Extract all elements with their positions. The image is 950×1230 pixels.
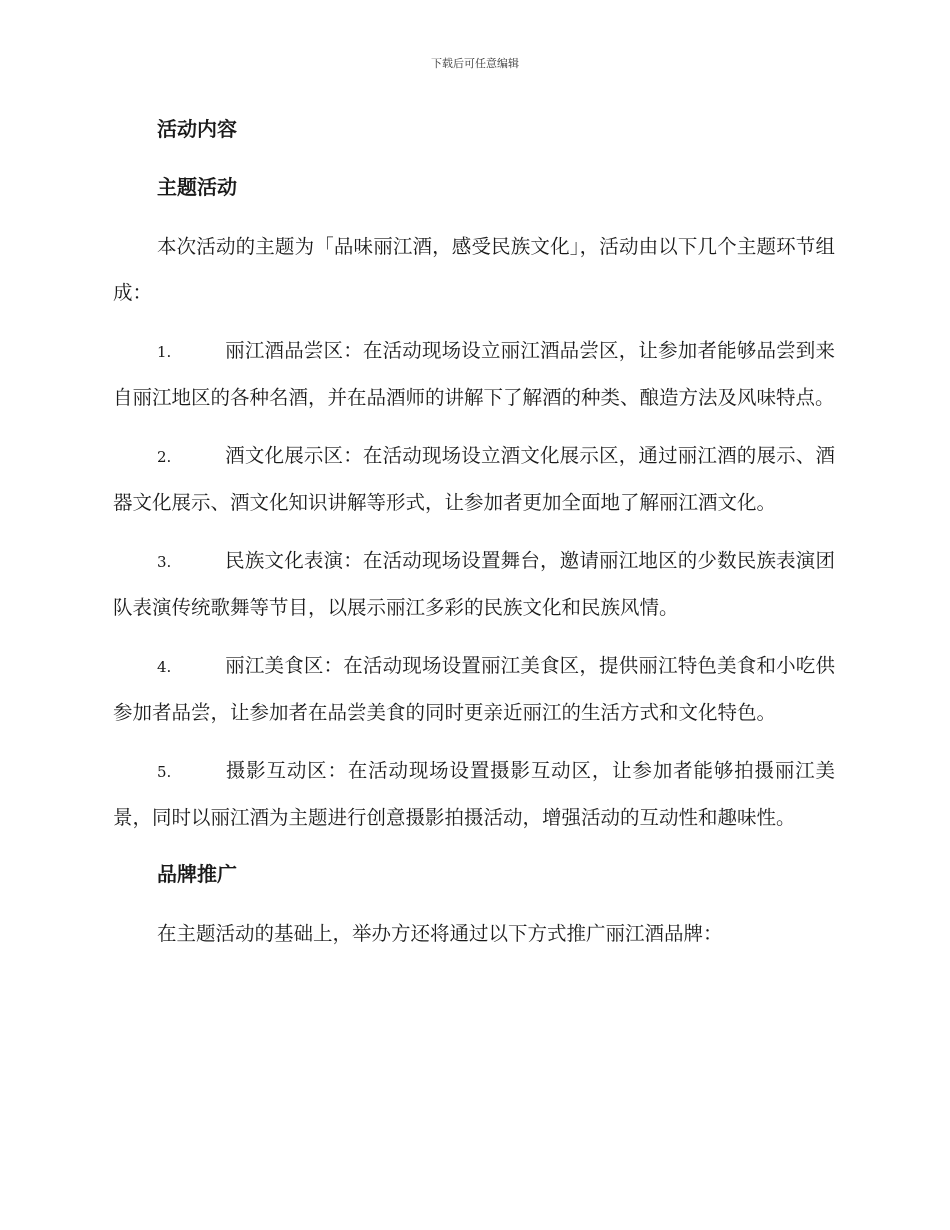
- list-item: [113, 433, 835, 526]
- section-heading-brand-promotion: 品牌推广: [157, 862, 237, 886]
- list-item: [113, 748, 835, 841]
- document-body: [113, 108, 835, 969]
- section-heading-activity-content: 活动内容: [157, 117, 237, 141]
- list-item: [113, 643, 835, 736]
- list-item-number: 2.: [157, 448, 172, 466]
- list-item-text: 丽江酒品尝区：在活动现场设立丽江酒品尝区，让参加者能够品尝到来自丽江地区的各种名酒，并在品酒师的讲解下了解酒的种类、酿造方法及风味特点。: [113, 339, 835, 409]
- list-item-text: 民族文化表演：在活动现场设置舞台，邀请丽江地区的少数民族表演团队表演传统歌舞等节目，以展示丽江多彩的民族文化和民族风情。: [113, 549, 835, 619]
- list-item: [113, 538, 835, 631]
- list-item-number: 4.: [157, 658, 172, 676]
- list-item-text: 酒文化展示区：在活动现场设立酒文化展示区，通过丽江酒的展示、酒器文化展示、酒文化知识讲解等形式，让参加者更加全面地了解丽江酒文化。: [113, 444, 835, 514]
- intro-paragraph: 本次活动的主题为「品味丽江酒，感受民族文化」，活动由以下几个主题环节组成：: [113, 235, 835, 304]
- list-item-text: 丽江美食区：在活动现场设置丽江美食区，提供丽江特色美食和小吃供参加者品尝，让参加者在品尝美食的同时更亲近丽江的生活方式和文化特色。: [113, 654, 835, 724]
- list-item: [113, 328, 835, 421]
- section-heading-theme-activity: 主题活动: [157, 175, 237, 199]
- list-item-number: 1.: [157, 343, 172, 361]
- list-item-number: 5.: [157, 763, 172, 781]
- header-note: 下载后可任意编辑: [431, 57, 519, 70]
- list-item-text: 摄影互动区：在活动现场设置摄影互动区，让参加者能够拍摄丽江美景，同时以丽江酒为主题进行创意摄影拍摄活动，增强活动的互动性和趣味性。: [113, 759, 835, 829]
- list-item-number: 3.: [157, 553, 172, 571]
- brand-intro-paragraph: 在主题活动的基础上，举办方还将通过以下方式推广丽江酒品牌：: [157, 922, 723, 945]
